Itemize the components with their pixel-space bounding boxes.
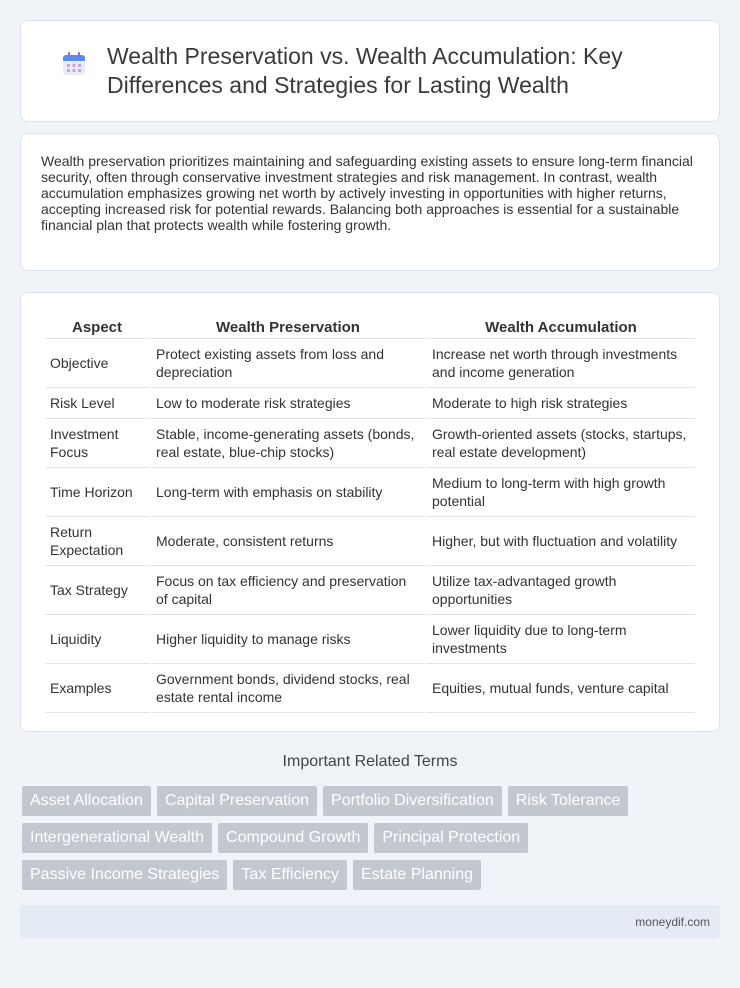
preservation-cell: Protect existing assets from loss and depreciation <box>151 339 425 388</box>
table-row <box>45 566 695 615</box>
table-row <box>45 517 695 566</box>
intro-paragraph: Wealth preservation prioritizes maintaining and safeguarding existing assets to ensure long-term financial security, often through conservative investment strategies and risk management. In contrast, wealth accumulation emphasizes growing net worth by actively investing in opportunities with higher returns, accepting increased risk for potential rewards. Balancing both approaches is essential for a sustainable financial plan that protects wealth while fostering growth. <box>41 153 693 233</box>
related-terms-list <box>22 786 718 897</box>
accumulation-cell: Lower liquidity due to long-term investments <box>427 615 695 664</box>
preservation-cell: Government bonds, dividend stocks, real estate rental income <box>151 664 425 713</box>
tag-compound-growth[interactable]: Compound Growth <box>218 823 368 853</box>
tag-asset-allocation[interactable]: Asset Allocation <box>22 786 151 816</box>
table-row <box>45 388 695 419</box>
aspect-cell: Time Horizon <box>45 468 149 517</box>
accumulation-cell: Medium to long-term with high growth potential <box>427 468 695 517</box>
aspect-cell: Tax Strategy <box>45 566 149 615</box>
table-row <box>45 419 695 468</box>
accumulation-cell: Moderate to high risk strategies <box>427 388 695 419</box>
aspect-cell: Return Expectation <box>45 517 149 566</box>
tag-portfolio-diversification[interactable]: Portfolio Diversification <box>323 786 502 816</box>
footer-bar <box>20 905 720 939</box>
column-header-preservation: Wealth Preservation <box>151 313 425 339</box>
preservation-cell: Long-term with emphasis on stability <box>151 468 425 517</box>
preservation-cell: Low to moderate risk strategies <box>151 388 425 419</box>
aspect-cell: Liquidity <box>45 615 149 664</box>
intro-card <box>20 133 720 271</box>
preservation-cell: Focus on tax efficiency and preservation of capital <box>151 566 425 615</box>
calendar-icon <box>61 51 87 77</box>
related-terms-title: Important Related Terms <box>282 753 458 770</box>
tag-capital-preservation[interactable]: Capital Preservation <box>157 786 317 816</box>
preservation-cell: Stable, income-generating assets (bonds, real estate, blue-chip stocks) <box>151 419 425 468</box>
table-row <box>45 468 695 517</box>
column-header-accumulation: Wealth Accumulation <box>427 313 695 339</box>
comparison-table <box>43 313 697 713</box>
site-credit[interactable]: moneydif.com <box>635 915 710 929</box>
tag-tax-efficiency[interactable]: Tax Efficiency <box>233 860 347 890</box>
tag-principal-protection[interactable]: Principal Protection <box>374 823 528 853</box>
accumulation-cell: Growth-oriented assets (stocks, startups, real estate development) <box>427 419 695 468</box>
aspect-cell: Examples <box>45 664 149 713</box>
accumulation-cell: Increase net worth through investments and income generation <box>427 339 695 388</box>
title-card <box>20 20 720 122</box>
preservation-cell: Higher liquidity to manage risks <box>151 615 425 664</box>
table-row <box>45 615 695 664</box>
preservation-cell: Moderate, consistent returns <box>151 517 425 566</box>
tag-intergenerational-wealth[interactable]: Intergenerational Wealth <box>22 823 212 853</box>
tag-estate-planning[interactable]: Estate Planning <box>353 860 481 890</box>
accumulation-cell: Higher, but with fluctuation and volatility <box>427 517 695 566</box>
tag-passive-income-strategies[interactable]: Passive Income Strategies <box>22 860 227 890</box>
tag-risk-tolerance[interactable]: Risk Tolerance <box>508 786 629 816</box>
table-row <box>45 339 695 388</box>
accumulation-cell: Utilize tax-advantaged growth opportunities <box>427 566 695 615</box>
aspect-cell: Investment Focus <box>45 419 149 468</box>
comparison-table-card <box>20 292 720 732</box>
table-row <box>45 664 695 713</box>
table-header-row <box>45 313 695 339</box>
column-header-aspect: Aspect <box>45 313 149 339</box>
aspect-cell: Risk Level <box>45 388 149 419</box>
page-title: Wealth Preservation vs. Wealth Accumulation: Key Differences and Strategies for Lasting Wealth <box>107 43 623 98</box>
accumulation-cell: Equities, mutual funds, venture capital <box>427 664 695 713</box>
aspect-cell: Objective <box>45 339 149 388</box>
